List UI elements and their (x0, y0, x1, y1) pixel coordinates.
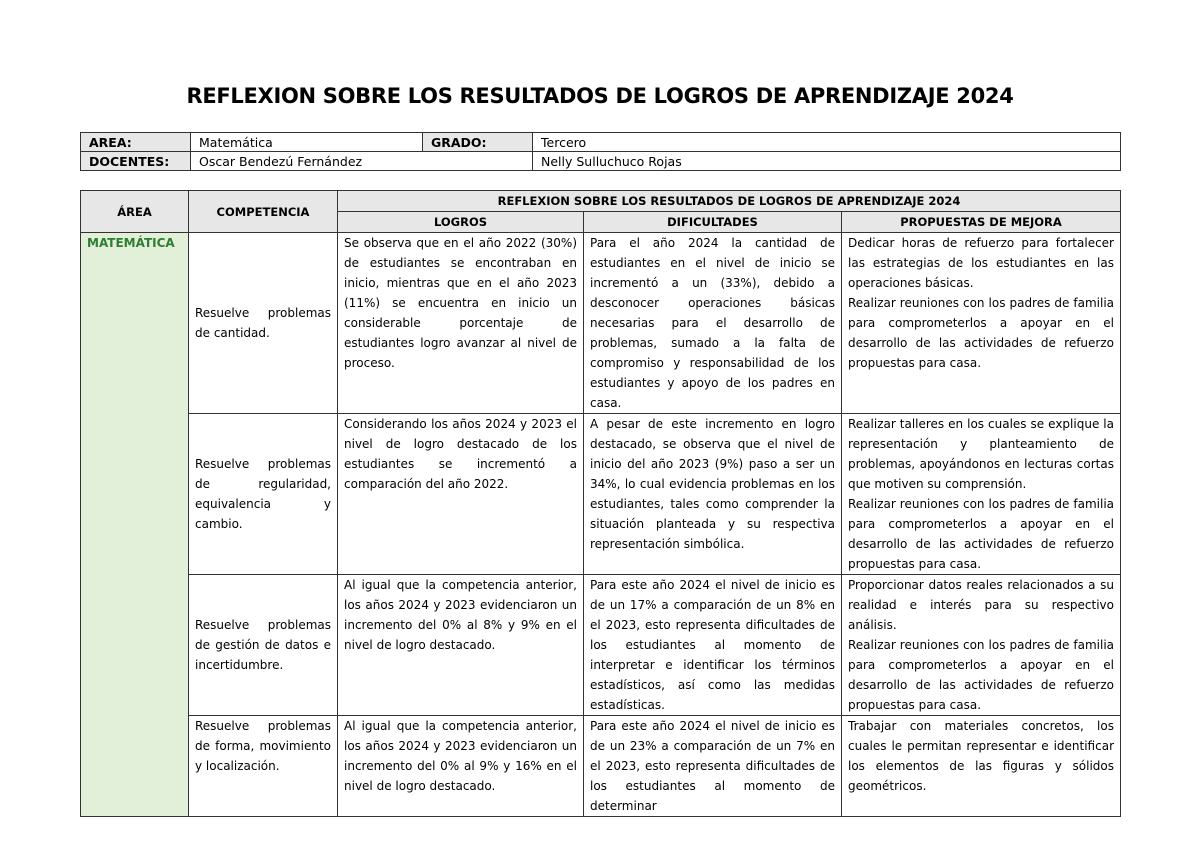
dificultades-cell: A pesar de este incremento en logro destacado, se observa que el nivel de inicio del año 2023 (9%) paso a ser un 34%, lo cual evidencia problemas en los estudiantes, tales como comprender la situación planteada y su respectiva representación simbólica. (584, 414, 842, 575)
docente-1: Oscar Bendezú Fernández (191, 152, 533, 171)
propuestas-cell (842, 414, 1121, 575)
col-logros-header: LOGROS (338, 212, 584, 233)
logros-cell: Al igual que la competencia anterior, los años 2024 y 2023 evidenciaron un incremento del 0% al 8% y 9% en el nivel de logro destacado. (338, 575, 584, 716)
page-title: REFLEXION SOBRE LOS RESULTADOS DE LOGROS DE APRENDIZAJE 2024 (186, 84, 1014, 108)
logros-cell: Considerando los años 2024 y 2023 el nivel de logro destacado de los estudiantes se incrementó a comparación del año 2022. (338, 414, 584, 575)
competencia-cell: Resuelve problemas de gestión de datos e incertidumbre. (189, 575, 338, 716)
propuesta-item: Realizar talleres en los cuales se explique la representación y planteamiento de problemas, apoyándonos en lecturas cortas que motiven su comprensión. (848, 417, 1114, 491)
table-row (81, 233, 1121, 414)
col-area-header: ÁREA (81, 191, 189, 233)
propuestas-cell (842, 575, 1121, 716)
group-header: REFLEXION SOBRE LOS RESULTADOS DE LOGROS DE APRENDIZAJE 2024 (338, 191, 1121, 212)
reflection-table (80, 190, 1121, 817)
propuesta-item: Realizar reuniones con los padres de familia para comprometerlos a apoyar en el desarrollo de las actividades de refuerzo propuestas para casa. (848, 296, 1114, 370)
area-cell: MATEMÁTICA (81, 233, 189, 817)
info-table (80, 132, 1121, 171)
dificultades-cell: Para este año 2024 el nivel de inicio es de un 23% a comparación de un 7% en el 2023, esto representa dificultades de los estudiantes al momento de determinar (584, 716, 842, 817)
table-row (81, 575, 1121, 716)
propuestas-cell (842, 716, 1121, 817)
dificultades-cell: Para el año 2024 la cantidad de estudiantes en el nivel de inicio se incrementó a un (33%), debido a desconocer operaciones básicas necesarias para el desarrollo de problemas, sumado a la falta de compromiso y responsabilidad de los estudiantes y apoyo de los padres en casa. (584, 233, 842, 414)
propuesta-item: Proporcionar datos reales relacionados a su realidad e interés para su respectivo análisis. (848, 578, 1114, 632)
competencia-cell: Resuelve problemas de cantidad. (189, 233, 338, 414)
logros-cell: Al igual que la competencia anterior, los años 2024 y 2023 evidenciaron un incremento del 0% al 9% y 16% en el nivel de logro destacado. (338, 716, 584, 817)
propuesta-item: Dedicar horas de refuerzo para fortalecer las estrategias de los estudiantes en las operaciones básicas. (848, 236, 1114, 290)
col-competencia-header: COMPETENCIA (189, 191, 338, 233)
col-dificultades-header: DIFICULTADES (584, 212, 842, 233)
area-value: Matemática (191, 133, 423, 152)
area-label: AREA: (81, 133, 191, 152)
propuesta-item: Realizar reuniones con los padres de familia para comprometerlos a apoyar en el desarrollo de las actividades de refuerzo propuestas para casa. (848, 497, 1114, 571)
competencia-cell: Resuelve problemas de regularidad, equivalencia y cambio. (189, 414, 338, 575)
logros-cell: Se observa que en el año 2022 (30%) de estudiantes se encontraban en inicio, mientras que en el año 2023 (11%) se encuentra en inicio un considerable porcentaje de estudiantes logro avanzar al nivel de proceso. (338, 233, 584, 414)
info-row-area (81, 133, 1121, 152)
docentes-label: DOCENTES: (81, 152, 191, 171)
table-row (81, 716, 1121, 817)
info-row-docentes (81, 152, 1121, 171)
dificultades-cell: Para este año 2024 el nivel de inicio es de un 17% a comparación de un 8% en el 2023, esto representa dificultades de los estudiantes al momento de interpretar e identificar los términos estadísticos, así como las medidas estadísticas. (584, 575, 842, 716)
header-row-group (81, 191, 1121, 212)
propuestas-cell (842, 233, 1121, 414)
col-propuestas-header: PROPUESTAS DE MEJORA (842, 212, 1121, 233)
propuesta-item: Realizar reuniones con los padres de familia para comprometerlos a apoyar en el desarrollo de las actividades de refuerzo propuestas para casa. (848, 638, 1114, 712)
grado-value: Tercero (533, 133, 1121, 152)
docente-2: Nelly Sulluchuco Rojas (533, 152, 1121, 171)
grado-label: GRADO: (423, 133, 533, 152)
table-row (81, 414, 1121, 575)
propuesta-item: Trabajar con materiales concretos, los cuales le permitan representar e identificar los elementos de las figuras y sólidos geométricos. (848, 719, 1114, 793)
competencia-cell: Resuelve problemas de forma, movimiento y localización. (189, 716, 338, 817)
